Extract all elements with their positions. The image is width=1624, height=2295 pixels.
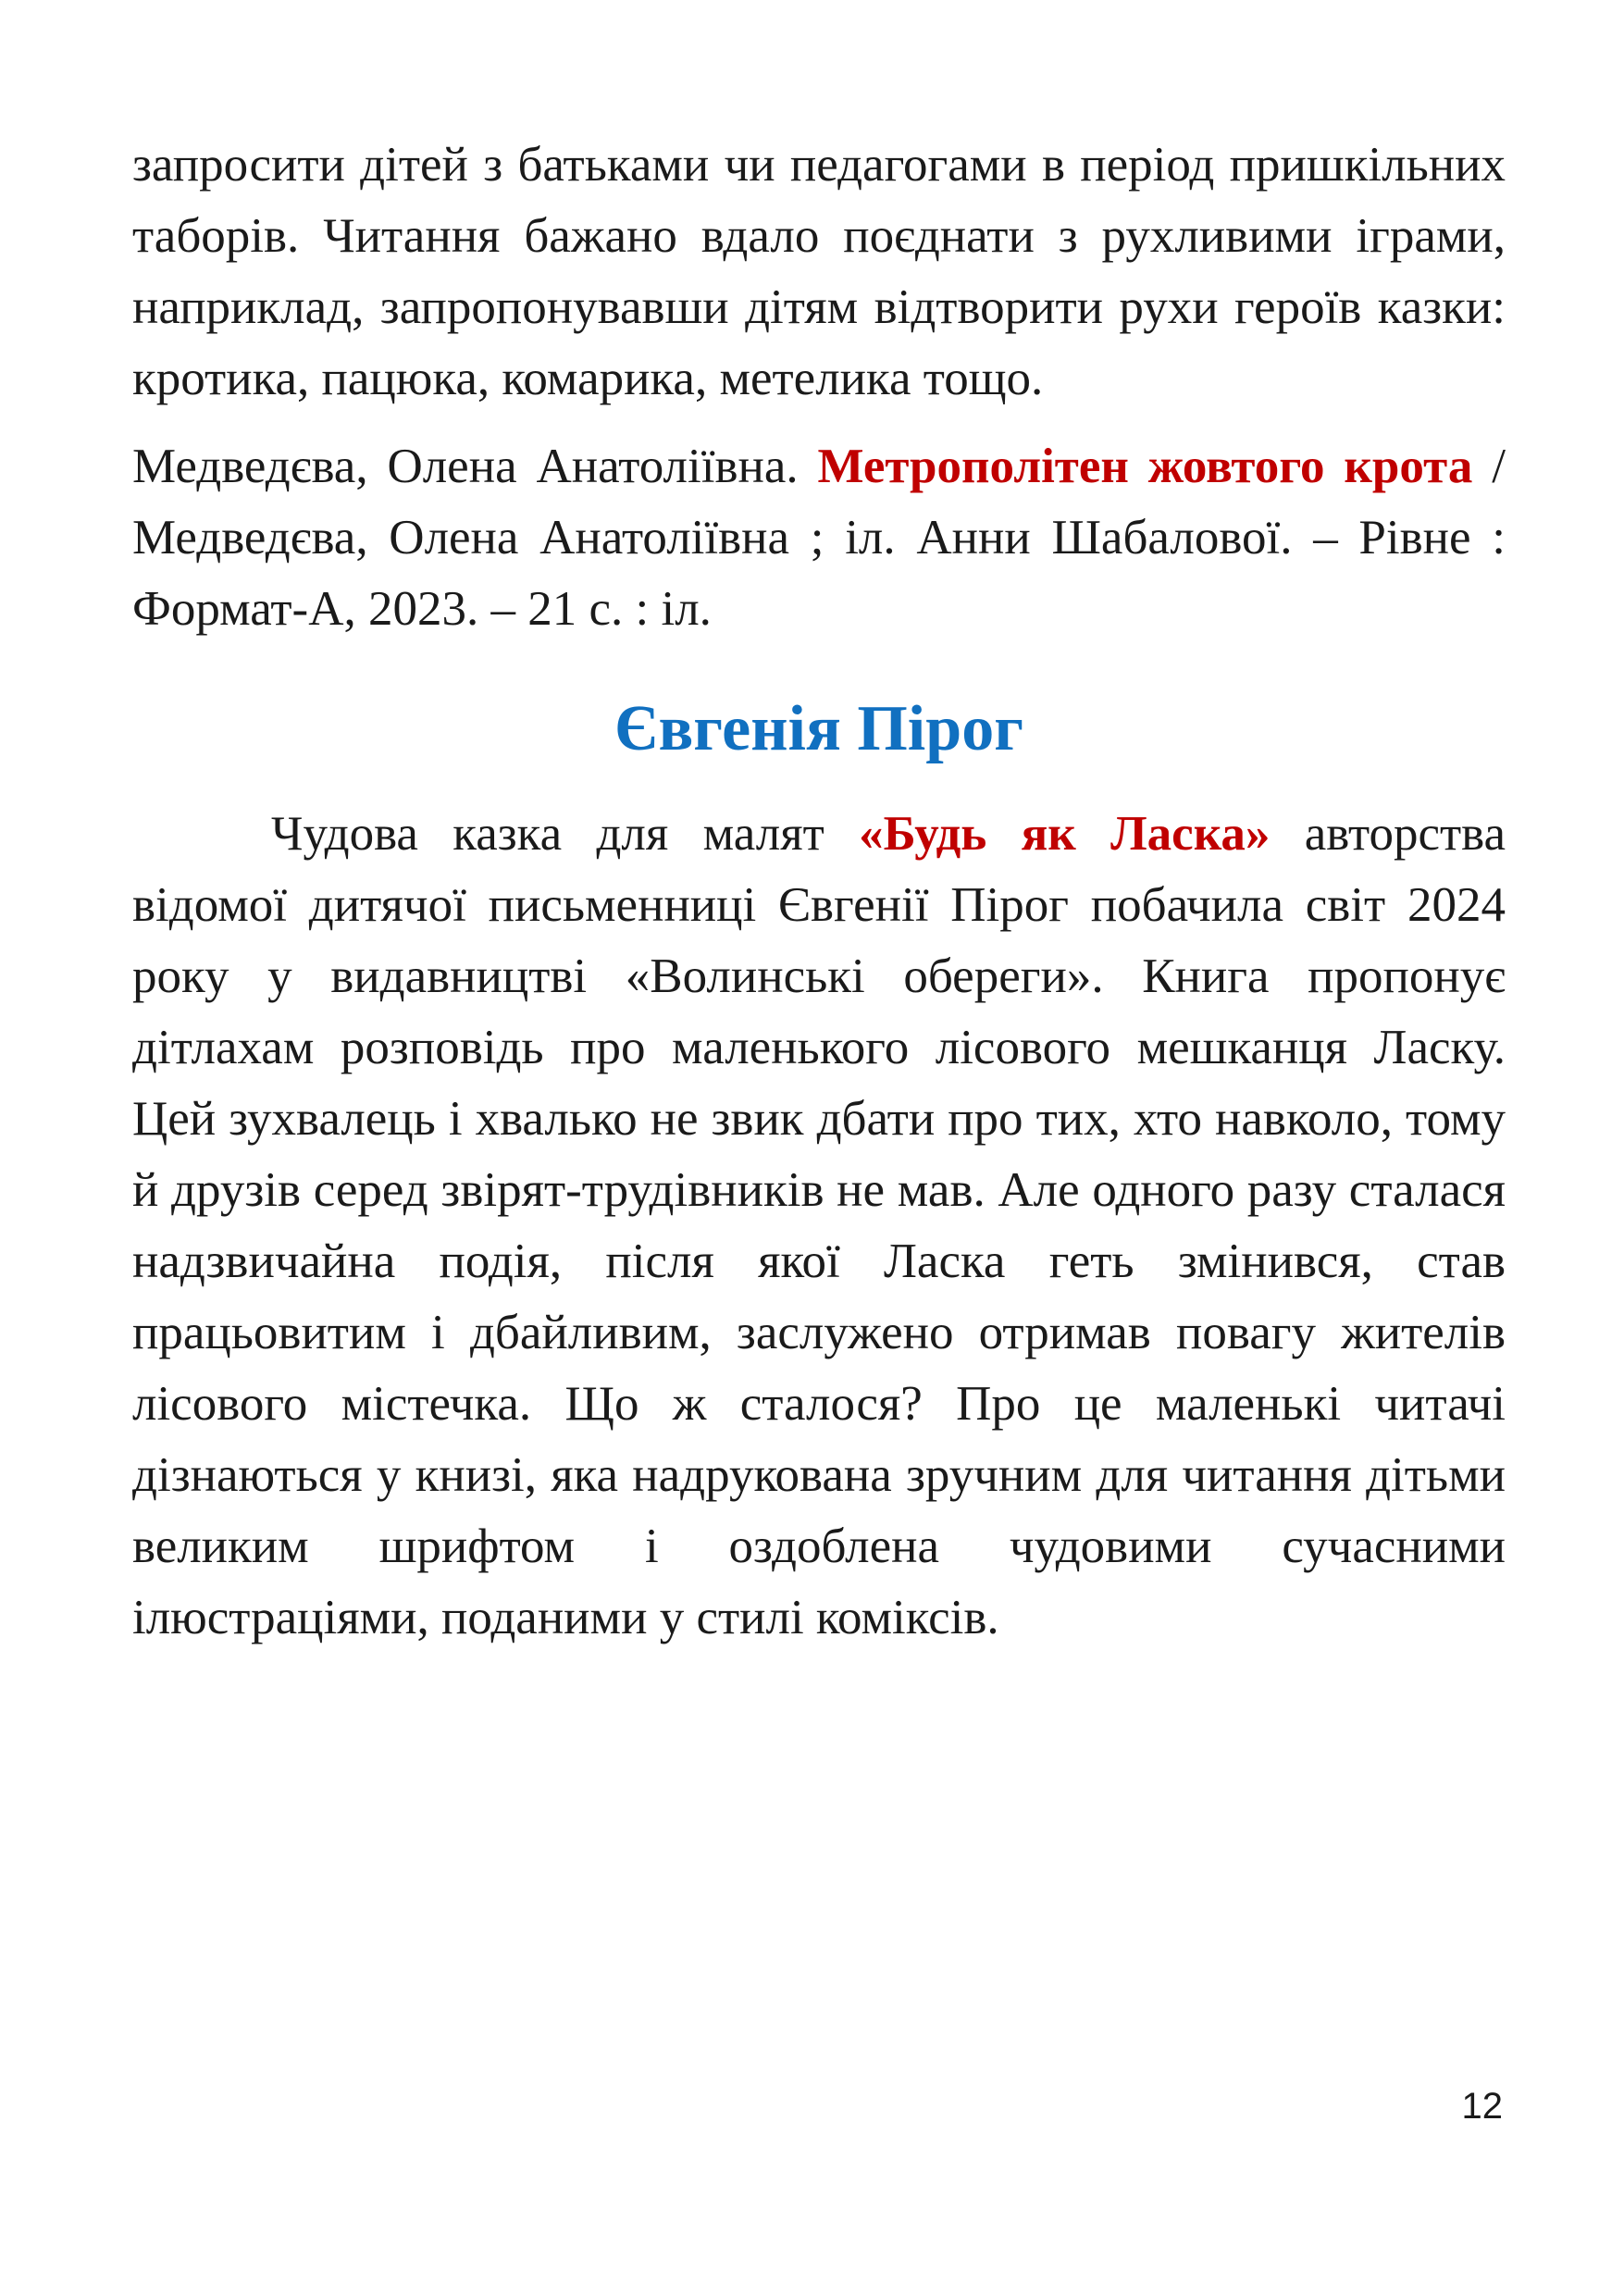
bibliography-author: Медведєва, Олена Анатоліївна.: [132, 440, 818, 493]
body-paragraph-start: Чудова казка для малят: [271, 807, 860, 861]
document-page: [132, 130, 1506, 1654]
bibliography-book-title: Метрополітен жовтого крота: [817, 440, 1473, 493]
intro-paragraph: запросити дітей з батьками чи педагогами в період пришкільних таборів. Читання бажано вдало поєднати з рухливими іграми, наприклад, запропонувавши дітям відтворити рухи героїв казки: кротика, пацюка, комарика, метелика тощо.: [132, 138, 1506, 405]
bibliography-details: / Медведєва, Олена Анатоліївна ; іл. Анни Шабалової. – Рівне : Формат-А, 2023. – 21 с. : іл.: [132, 440, 1506, 636]
book-title-highlight: «Будь як Ласка»: [859, 807, 1271, 861]
body-paragraph: [132, 799, 1506, 1654]
page-number: 12: [1461, 2086, 1503, 2127]
section-heading: Євгенія Пірог: [614, 693, 1023, 764]
body-paragraph-rest: авторства відомої дитячої письменниці Євгенії Пірог побачила світ 2024 року у видавництві «Волинські обереги». Книга пропонує дітлахам розповідь про маленького лісового мешканця Ласку. Цей зухвалець і хвалько не звик дбати про тих, хто навколо, тому й друзів серед звірят-трудівників не мав. Але одного разу сталася надзвичайна подія, після якої Ласка геть змінився, став працьовитим і дбайливим, заслужено отримав повагу жителів лісового містечка. Що ж сталося? Про це маленькі читачі дізнаються у книзі, яка надрукована зручним для читання дітьми великим шрифтом і оздоблена чудовими сучасними ілюстраціями, поданими у стилі коміксів.: [132, 807, 1506, 1644]
bibliography-entry: [132, 431, 1506, 645]
